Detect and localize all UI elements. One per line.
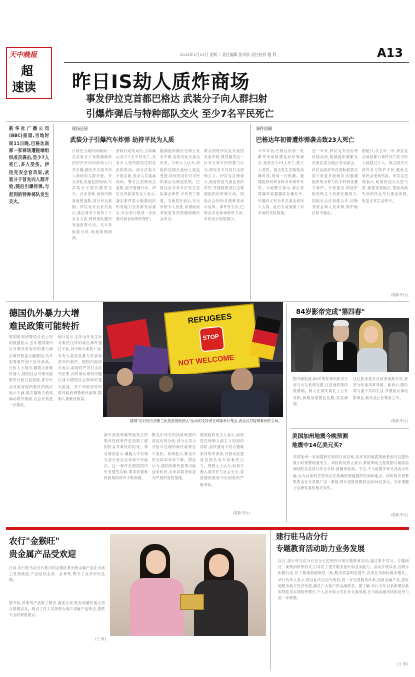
germany-right-divider	[286, 304, 287, 522]
lead-story1-col1: 日前在当地时间晚间,一名武装分子驾驶满载炸药的汽车冲向商场入口并引爆,随后多名枪手冲入商场向人群开枪。安全部队迅速包围现场,与武装分子展开激烈交火。目击者称,商场内顾客惊慌逃散,部分民众被困。伊拉克安全官员表示,袭击者至少劫持了十余名人质,特种部队随后发起营救行动。交火持续数小时,现场浓烟滚滚。	[72, 149, 112, 240]
woman-left-face	[146, 550, 166, 574]
date-line: 2015年1月13日 星期二 责任编辑 张凤钦 责任校对 楼 利	[180, 52, 277, 57]
lead-story1-label: 现场还原	[72, 126, 88, 131]
bottom-column-divider	[270, 530, 271, 670]
lead-column-divider	[250, 124, 251, 300]
masthead-logo-box	[6, 47, 52, 99]
quake-title-line1: 美国加州地震今晚预测	[292, 434, 348, 440]
bg-figure	[295, 328, 313, 372]
protest-sign-bottom-text: NOT WELCOME	[177, 352, 235, 368]
crowd-head	[159, 376, 173, 392]
protest-sign	[164, 303, 260, 376]
quake-signature: (据新华社)	[390, 513, 408, 517]
lead-signature: (据新华社)	[390, 293, 408, 297]
germany-col2: 统计显示,去年全年发生针对难民住所的袭击事件超过千起,其中纵火案数十起,另有大量涉及暴力伤害和恐吓的案件。德国内政部长表示,政府将严厉打击仇外犯罪,同时承认难民问题已成为德国社会面临的重大挑战。多个州政府呼吁联邦政府调整难民政策,限制入境难民数量。	[58, 335, 102, 402]
germany-col5: 德国政府发言人表示,政府将在保障人道主义原则的同时,加快遣返不符合避难条件的申请者,并推动欧盟成员国共同分担难民压力。观察人士认为,如何平衡人道责任与社会安全,将是德国政府今后面临的严峻考验。	[200, 433, 244, 487]
masthead-rule	[64, 62, 409, 63]
bank-photo	[110, 534, 266, 636]
lead-story2-title: 巴格达年初曾遭炸弹袭击致23人死亡	[256, 137, 355, 144]
ad-title-line1: 农行"金猴旺"	[9, 536, 60, 546]
germany-signature: (据新华社)	[232, 511, 250, 515]
globes-bottom-rule	[290, 428, 409, 429]
woman-left-coat	[130, 578, 184, 636]
lead-subtitle-2: 引爆炸弹后与特种部队交火 至少7名平民死亡	[86, 109, 274, 120]
lead-story2-col1: 今年年初,巴格达东部一处繁华市场曾遭连环炸弹袭击,造成至少23人死亡,数十人受伤。袭击发生在购物高峰时段,现场一片狼藉。极端组织同样宣称对该事件负责。当地警方表示,袭击者将爆炸装置藏匿在摊位中,引爆后又有自杀式袭击者冲入人群。此后当局加强了对市场的安检措施。	[258, 149, 304, 216]
bg-figure	[389, 332, 407, 372]
bottom-stripe	[6, 523, 409, 530]
germany-col1: 德国联邦刑警局日前公布的数据显示,去年德国境内针对难民收容所的暴力袭击事件数量大幅增加,仇外犯罪案件创下近年新高。分析人士指出,随着大批难民涌入,德国社会对难民政策的分歧日益加深,部分民众对政府接纳难民的做法表示不满,极右翼势力借机煽动排外情绪,社会矛盾进一步激化。	[9, 335, 53, 408]
quake-col1: 美国加州一家地震研究机构日前宣称,其开发的地震预测系统可以提前数小时预警地震发生。该机构负责人表示,系统利用卫星数据与地面监测站的信息进行综合分析,准确率较高。不过,不少地震学家对此表示怀疑,认为目前科学界尚无法准确预测地震的时间和地点。该机构计划筹集资金在全美推广这一系统,预计投资规模将达到14亿美元。专家提醒公众理性看待相关宣传。	[293, 455, 409, 491]
section-title-line2: 速读	[12, 80, 37, 94]
lead-sidebar-divider	[53, 124, 54, 300]
lead-title: 昨日IS劫人质炸商场	[72, 71, 250, 93]
lead-subtitle-1: 事发伊拉克首都巴格达 武装分子向人群扫射	[86, 94, 268, 105]
germany-col3: 新年前夜科隆等地发生的集体性侵事件更加剧了德国民众对难民的担忧。事后调查显示,嫌疑人中有相当部分来自北非和中东地区。这一事件在德国国内引发强烈反响,要求收紧难民政策的呼声不断高涨。	[104, 433, 148, 481]
page-number: A13	[377, 46, 403, 60]
lead-story1-title: 武装分子引爆汽车炸弹 劫持平民为人质	[70, 137, 175, 144]
lead-story1-col3: 极端组织随后在网上发布声明,宣称对此次袭击负责。分析人士认为,该组织近期在战场上接连受挫,转而发动针对平民的袭击以制造恐慌。巴格达近年来多次发生类似袭击事件,平民伤亡惨重。当地居民表示,安全形势令人担忧,希望政府采取更有效措施保障民众安全。	[160, 149, 200, 222]
ad-title-line2: 贵金属产品受欢迎	[9, 549, 76, 559]
crowd-coat	[221, 390, 269, 417]
globes-col2: 这位影帝曾多次获得奥斯卡奖,被誉为好莱坞常青树。他表示,婚后将与妻子共同生活,并继续从事电影事业,新作品已在筹备之中。	[353, 377, 408, 400]
protest-sign-top-text: REFUGEES	[187, 311, 233, 326]
quake-title-line2: 地震中14亿美元买?	[292, 443, 343, 449]
lead-story2-col2: 近一年来,伊拉克安全形势持续动荡,极端组织频繁在首都及周边地区发动袭击。伊拉克政府军在国际联盟支持下收复多座城市,但极端组织残余势力仍不时制造暴力事件。专家指出,彻底铲除恐怖主义仍需长期努力,国际社会应加强合作,切断其资金和人员来源,维护地区和平稳定。	[312, 149, 358, 216]
crowd-coat	[107, 386, 143, 417]
lead-story2-col3: 据统计,仅去年一年,伊拉克各地因暴力事件死亡的平民人数超过万人。联合国多次呼吁各方保护平民,避免无辜民众受到伤害。伊拉克总理表示,政府将加大反恐力度,重建受损地区,帮助流离失所的民众早日重返家园,恢复正常生活秩序。	[362, 149, 408, 203]
woman-face	[364, 326, 378, 343]
ad-signature: (王 敏)	[94, 637, 106, 641]
globes-signature: (据新华社)	[390, 419, 408, 423]
lead-top-rule	[6, 121, 409, 122]
man-shirt	[337, 342, 343, 360]
stop-sign-icon	[199, 326, 225, 352]
bank-signature: (王 敏)	[396, 662, 408, 666]
ad-text-more: 据介绍,该系列产品做工精美,寓意吉祥,既有收藏价值又适合馈赠亲友。网点工作人员热情为客户讲解产品特点,提供专业的理财建议。	[9, 601, 105, 618]
masthead-logo: 天中晚报	[9, 50, 37, 59]
gold-product	[180, 594, 204, 610]
germany-photo-caption: 德国"反对西方伊斯兰化的爱国欧洲人"运动的支持者在科隆举行集会,表达反对接纳难民的立场。	[130, 419, 282, 423]
woman-right-face	[209, 554, 229, 577]
lead-story1-col4: 联合国驻伊拉克代表团发表声明,强烈谴责这一针对无辜平民的暴力行为,呼吁各方共同打击恐怖主义。伊拉克总理表示,政府将追究袭击者的责任,并继续推进打击极端组织的军事行动。国际社会纷纷对遇难者表示哀悼。事件发生后,巴格达多处商场临时关闭,市民出行明显减少。	[204, 149, 244, 222]
crowd-head	[117, 368, 133, 386]
lead-story1-col2: 营救行动结束后,当局确认至少7名平民死亡,另有多人受伤被送往附近医院救治。部分武装分子被击毙,其余人员逃离现场。警方已封锁周边道路,展开搜捕行动。伊拉克内政部发言人表示,袭击事件显示极端组织仍有能力在首都发动袭击,安全部门将进一步加强对商业场所的保护。	[116, 149, 156, 222]
germany-col4: 默克尔所在的执政联盟内部也出现分歧,部分议员公开批评总理的难民政策过于宽松。民调显示,默克尔的支持率有所下降。舆论认为,德国的难民政策可能迎来转折,未来或将采取更为严格的管控措施。	[152, 433, 196, 481]
germany-title-line1: 德国仇外暴力大增	[9, 309, 80, 319]
woman-dress	[357, 348, 387, 372]
germany-title-line2: 难民政策可能转折	[9, 322, 80, 332]
section-title-line1: 超	[21, 64, 34, 78]
lead-sidebar-text: 新华社广播公司(BBC)报道,当地时间11日晚,巴格达南部一家商场遭极端组织成员袭击,至少7人死亡,多人受伤。伊拉克安全官员说,武装分子首先向人群开枪,随后引爆炸弹,与赶到的特种部队发生交火。	[9, 127, 49, 205]
lead-story2-label: 事件回顾	[256, 126, 272, 131]
crowd-head	[231, 368, 253, 392]
globes-col1: 据外媒报道,84岁的好莱坞影帝日前与女友低调完婚,这是他的第四段婚姻。两人在颁奖典礼上公开亮相,新娘身着银色礼服,笑容满面。	[293, 377, 348, 406]
globes-photo	[291, 318, 409, 372]
ad-text: 日前,农行驻马店分行推出的金猴旺系列贵金属产品在市场上受到欢迎,产品包括金条、金章等,吸引了众多市民选购。	[9, 566, 105, 583]
man-hair	[333, 320, 349, 326]
germany-photo	[103, 302, 283, 417]
bank-title-line1: 建行驻马店分行	[276, 532, 328, 541]
stop-sign-text: STOP	[202, 334, 220, 342]
bank-col1: 近日,建行驻马店分行在全行范围内开展专题教育活动,通过集中学习、专题研讨、案例剖析等形式,引导员工提升服务意识和业务能力。活动开展以来,各网点积极行动,员工精神面貌焕然一新,服务质量明显提升,各项业务指标稳步增长。该行负责人表示,将以此次活动为契机,进一步完善服务体系,创新金融产品,更好地服务地方经济发展,满足广大客户的金融需求。据了解,该行今年以来新增存款和贷款均实现较快增长,个人业务和公司业务全面发展,在当地金融市场的竞争力进一步增强。	[278, 559, 409, 601]
bank-title-line2: 专题教育活动助力业务发展	[276, 544, 365, 553]
globes-title: 84岁影帝完成"第四春"	[296, 308, 365, 316]
